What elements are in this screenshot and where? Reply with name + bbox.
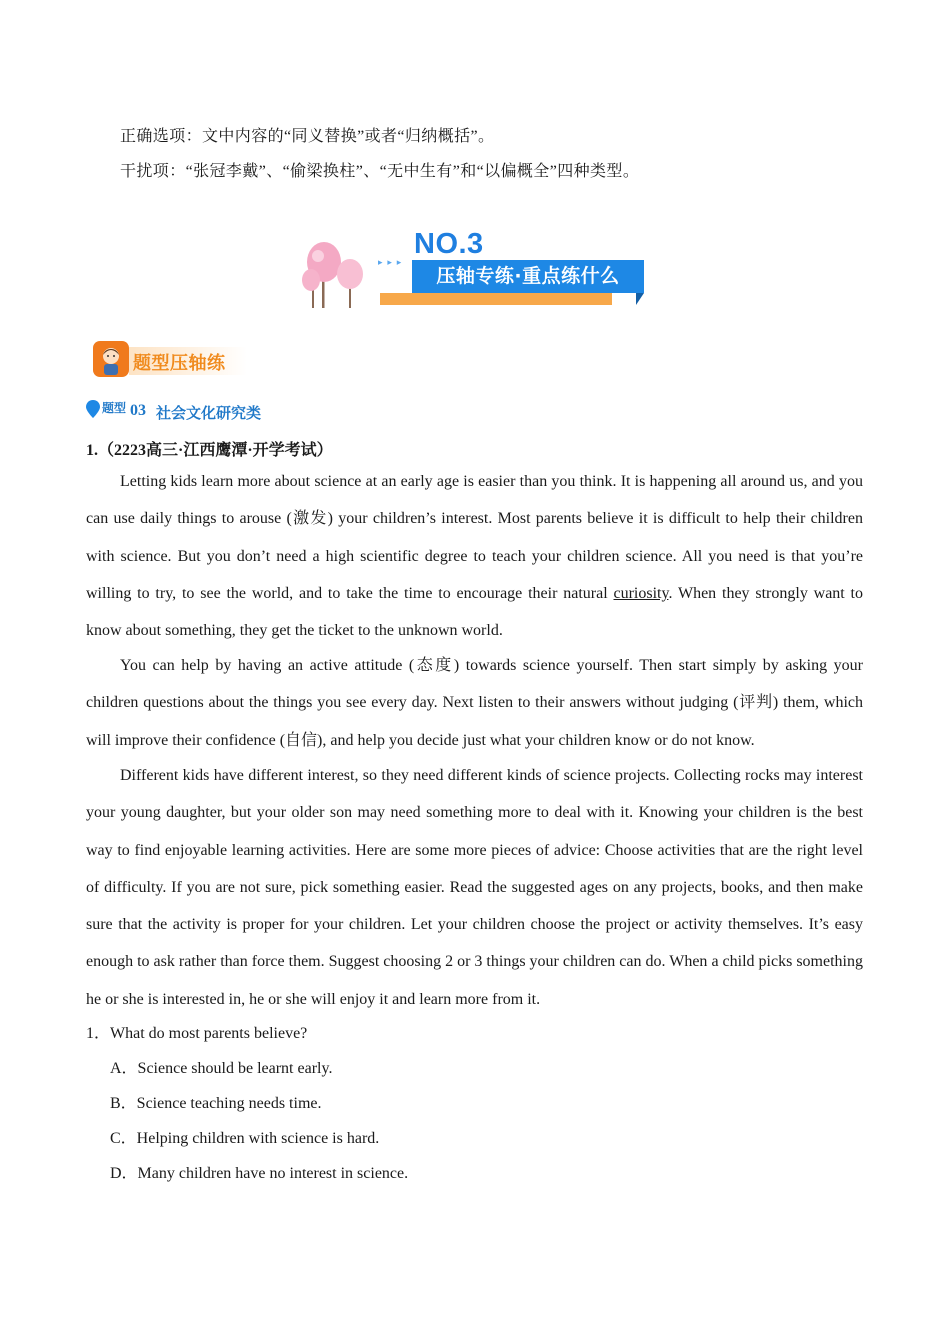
location-pin-icon [86, 400, 100, 418]
paragraph-text: You can help by having an active attitude (态度) towards science yourself. Then start simply by asking your children questions about the things you see every day. Next listen to their answers without judging (评判) them, which will improve their confidence (自信), and help you decide just what your children know or do not know. [86, 657, 863, 749]
arrow-icon: ▸ ▸ ▸ [378, 258, 403, 268]
banner-number: NO.3 [414, 228, 484, 260]
question-stem: 1．What do most parents believe? [86, 1025, 308, 1042]
option-c: C．Helping children with science is hard. [110, 1130, 380, 1147]
passage-paragraph-2 [86, 647, 863, 759]
type-label: 题型 [102, 401, 127, 415]
option-d: D．Many children have no interest in science. [110, 1165, 409, 1182]
banner-title: 压轴专练·重点练什么 [436, 265, 620, 287]
trees-illustration [298, 240, 378, 312]
tag-title: 题型压轴练 [133, 353, 226, 374]
banner-fold [636, 293, 644, 305]
paragraph-text: Different kids have different interest, so they need different kinds of science projects. Collecting rocks may interest your young daughter, but your older son may need something more to deal with it. Knowing your children is the best way to find enjoyable learning activities. Here are some more pieces of advice: Choose activities that are the right level of difficulty. If you are not sure, pick something easier. Read the suggested ages on any projects, books, and then make sure that the activity is proper for your children. Let your children choose the project or activity themselves. It’s easy enough to ask rather than force them. Suggest choosing 2 or 3 things your children can do. When a child picks something he or she is interested in, he or she will enjoy it and learn more from it. [86, 767, 863, 1008]
section-tag [93, 341, 253, 381]
paragraph-text: . When they strongly want to know about something, they get the ticket to the unknown world. [86, 584, 864, 640]
teacher-icon [93, 341, 129, 377]
intro-distractor-option: 干扰项：“张冠李戴”、“偷梁换柱”、“无中生有”和“以偏概全”四种类型。 [120, 163, 640, 180]
question-source: 1.（2223高三·江西鹰潭·开学考试） [86, 442, 333, 459]
passage-paragraph-3 [86, 757, 863, 1018]
intro-correct-option: 正确选项：文中内容的“同义替换”或者“归纳概括”。 [120, 128, 495, 145]
passage-paragraph-1 [86, 463, 863, 649]
type-number: 03 [130, 402, 146, 419]
banner-bar [412, 260, 644, 293]
underlined-word: curiosity [613, 584, 669, 602]
section-banner [298, 228, 650, 314]
paragraph-text: Letting kids learn more about science at an early age is easier than you think. It is happening all around us, and you can use daily things to arouse (激发) your children’s interest. Most parents believe it is difficult to help their children with science. But you don’t need a high scientific degree to teach your children science. All you need is that you’re willing to try, to see the world, and to take the time to encourage their natural [86, 473, 863, 602]
type-title: 社会文化研究类 [156, 404, 262, 422]
option-a: A．Science should be learnt early. [110, 1060, 333, 1077]
banner-underline [380, 293, 612, 305]
option-b: B．Science teaching needs time. [110, 1095, 322, 1112]
